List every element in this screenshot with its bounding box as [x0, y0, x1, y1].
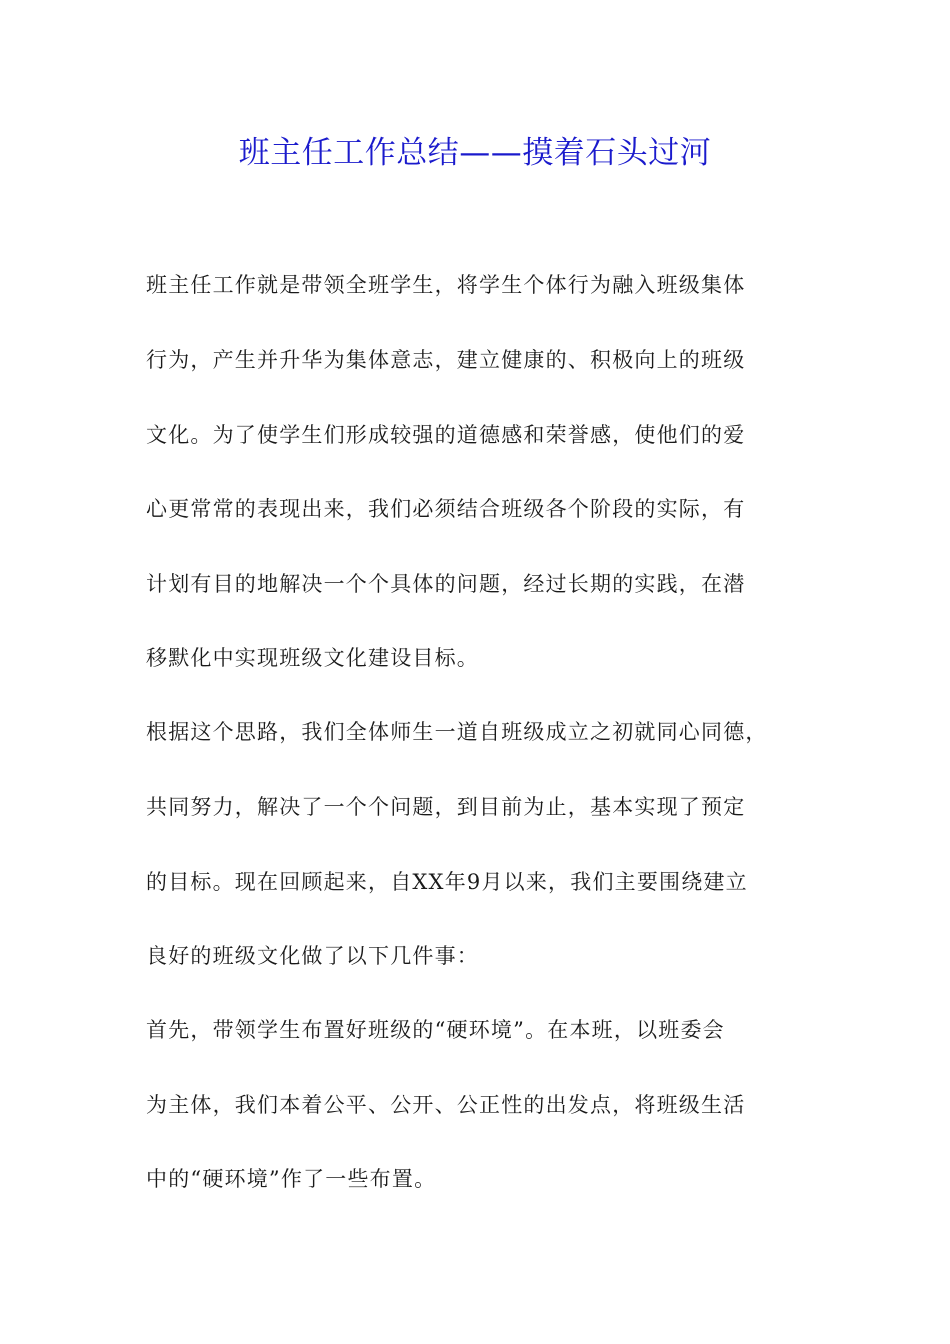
paragraph-line: 良好的班级文化做了以下几件事： [146, 944, 479, 968]
paragraph-line: 首先，带领学生布置好班级的“硬环境”。在本班，以班委会 [146, 1018, 725, 1042]
document-title: 班主任工作总结——摸着石头过河 [238, 135, 712, 171]
paragraph-line: 班主任工作就是带领全班学生，将学生个体行为融入班级集体 [146, 273, 746, 297]
paragraph-line: 心更常常的表现出来，我们必须结合班级各个阶段的实际，有 [146, 497, 746, 521]
paragraph-line: 的目标。现在回顾起来，自XX年9月以来，我们主要围绕建立 [146, 870, 748, 894]
paragraph-line: 行为，产生并升华为集体意志，建立健康的、积极向上的班级 [146, 348, 746, 372]
paragraph-line: 共同努力，解决了一个个问题，到目前为止，基本实现了预定 [146, 795, 746, 819]
paragraph-line: 中的“硬环境”作了一些布置。 [146, 1167, 437, 1191]
paragraph-line: 根据这个思路，我们全体师生一道自班级成立之初就同心同德， [146, 720, 768, 744]
paragraph-line: 为主体，我们本着公平、公开、公正性的出发点，将班级生活 [146, 1093, 746, 1117]
paragraph-line: 移默化中实现班级文化建设目标。 [146, 646, 479, 670]
paragraph-line: 文化。为了使学生们形成较强的道德感和荣誉感，使他们的爱 [146, 423, 746, 447]
paragraph-line: 计划有目的地解决一个个具体的问题，经过长期的实践，在潜 [146, 572, 746, 596]
